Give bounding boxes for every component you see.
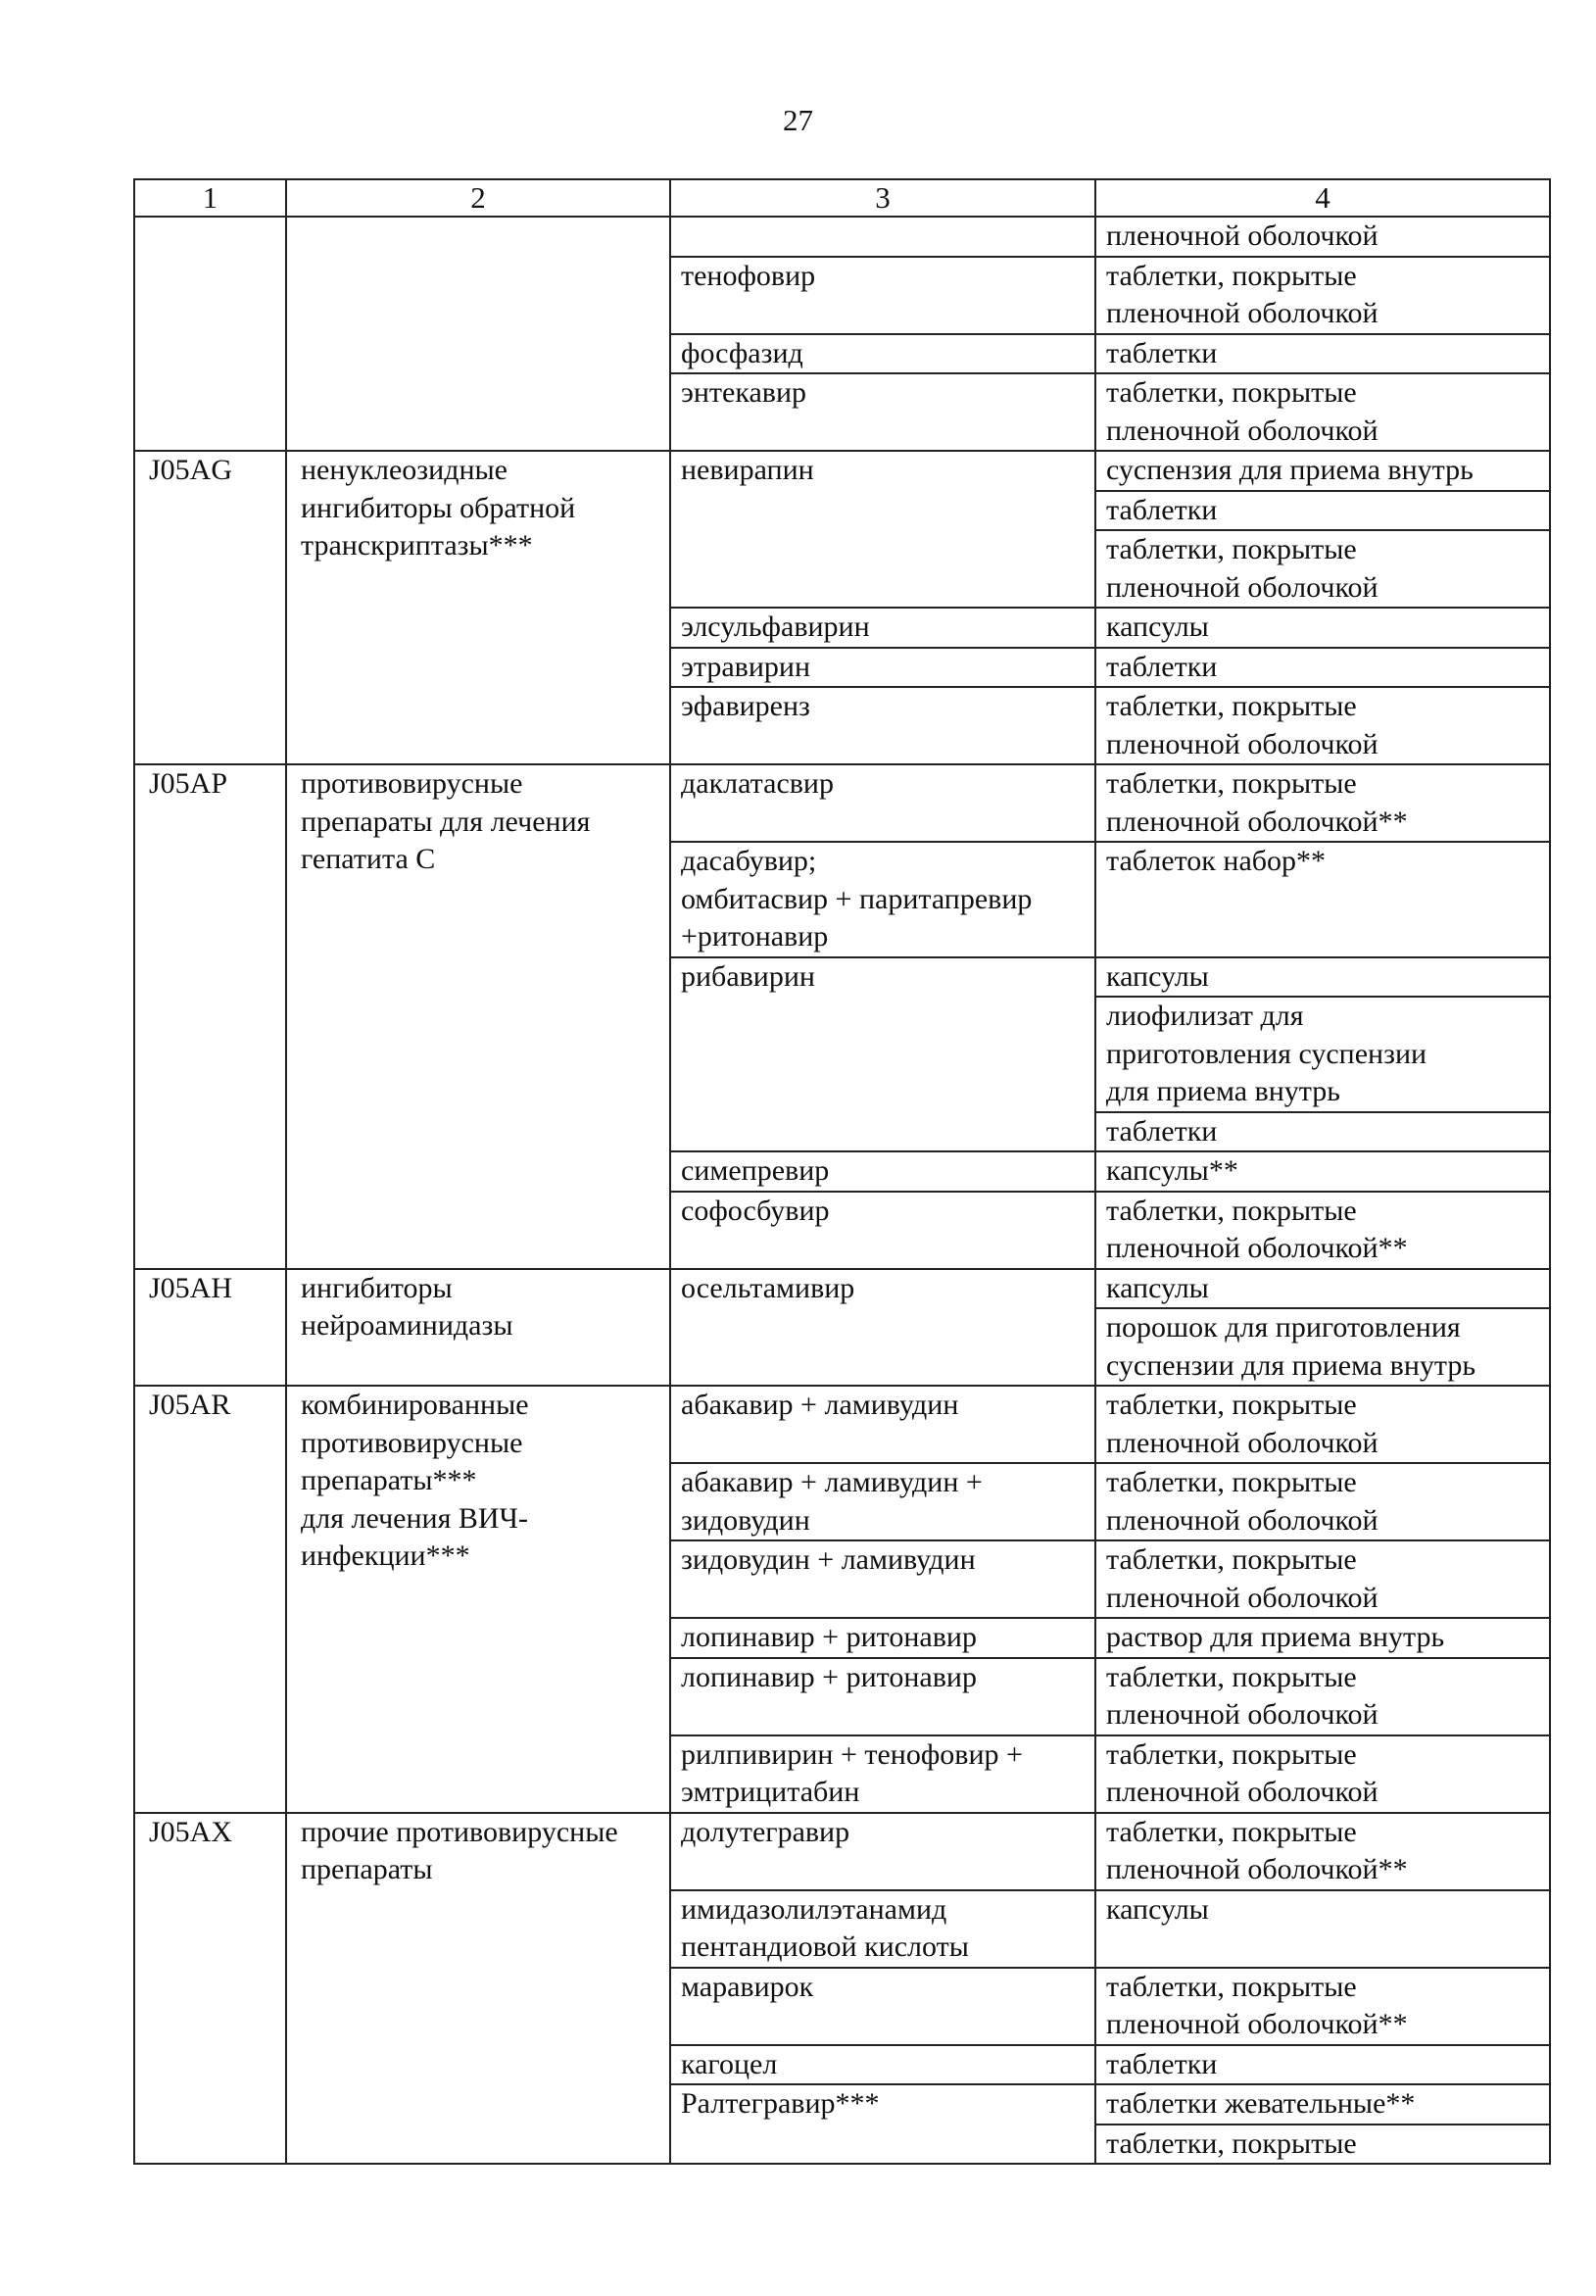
dosage-form-cell: лиофилизат для приготовления суспензии для приема внутрь	[1095, 997, 1550, 1112]
atc-code-cell: J05AR	[134, 1386, 286, 1813]
table-row	[134, 451, 1550, 491]
header-col-1: 1	[134, 179, 286, 217]
group-name-cell: комбинированные противовирусные препараты*** для лечения ВИЧ- инфекции***	[286, 1386, 670, 1813]
group-name-cell: противовирусные препараты для лечения гепатита С	[286, 764, 670, 1269]
dosage-form-cell: таблетки, покрытые пленочной оболочкой	[1095, 257, 1550, 334]
dosage-form-cell: таблетки	[1095, 491, 1550, 531]
drug-name-cell: имидазолилэтанамид пентандиовой кислоты	[670, 1890, 1095, 1968]
dosage-form-cell: таблетки, покрытые пленочной оболочкой	[1095, 1735, 1550, 1813]
drug-name-cell: рилпивирин + тенофовир + эмтрицитабин	[670, 1735, 1095, 1813]
drug-name-cell: абакавир + ламивудин + зидовудин	[670, 1463, 1095, 1540]
drug-name-cell: фосфазид	[670, 334, 1095, 374]
dosage-form-cell: капсулы	[1095, 957, 1550, 998]
drug-name-cell: рибавирин	[670, 957, 1095, 1152]
dosage-form-cell: таблетки, покрытые пленочной оболочкой	[1095, 1463, 1550, 1540]
dosage-form-cell: раствор для приема внутрь	[1095, 1618, 1550, 1658]
dosage-form-cell: таблетки	[1095, 648, 1550, 688]
dosage-form-cell: таблетки, покрытые пленочной оболочкой**	[1095, 764, 1550, 842]
dosage-form-cell: таблетки, покрытые пленочной оболочкой**	[1095, 1192, 1550, 1269]
dosage-form-cell: таблетки, покрытые пленочной оболочкой	[1095, 530, 1550, 608]
dosage-form-cell: капсулы	[1095, 1269, 1550, 1309]
group-name-cell: прочие противовирусные препараты	[286, 1813, 670, 2165]
drug-name-cell: лопинавир + ритонавир	[670, 1658, 1095, 1735]
dosage-form-cell: таблетки	[1095, 2045, 1550, 2085]
atc-code-cell: J05AH	[134, 1269, 286, 1387]
drug-name-cell: маравирок	[670, 1968, 1095, 2045]
header-col-3: 3	[670, 179, 1095, 217]
dosage-form-cell: таблетки, покрытые пленочной оболочкой**	[1095, 1968, 1550, 2045]
atc-code-cell: J05AP	[134, 764, 286, 1269]
drug-name-cell: осельтамивир	[670, 1269, 1095, 1387]
dosage-form-cell: капсулы	[1095, 608, 1550, 648]
table-row	[134, 764, 1550, 842]
dosage-form-cell: суспензия для приема внутрь	[1095, 451, 1550, 491]
table-row	[134, 217, 1550, 257]
table-row	[134, 1813, 1550, 1890]
page-number: 27	[783, 103, 813, 137]
drug-name-cell: лопинавир + ритонавир	[670, 1618, 1095, 1658]
dosage-form-cell: порошок для приготовления суспензии для приема внутрь	[1095, 1308, 1550, 1386]
drug-name-cell: софосбувир	[670, 1192, 1095, 1269]
drug-name-cell: невирапин	[670, 451, 1095, 608]
drug-name-cell: этравирин	[670, 648, 1095, 688]
table-row	[134, 1269, 1550, 1309]
drug-table	[133, 178, 1551, 2165]
drug-name-cell: тенофовир	[670, 257, 1095, 334]
dosage-form-cell: таблетки, покрытые пленочной оболочкой	[1095, 373, 1550, 451]
dosage-form-cell: таблетки	[1095, 1112, 1550, 1152]
group-name-cell	[286, 217, 670, 451]
group-name-cell: ингибиторы нейроаминидазы	[286, 1269, 670, 1387]
dosage-form-cell: таблетки	[1095, 334, 1550, 374]
drug-name-cell: симепревир	[670, 1151, 1095, 1192]
atc-code-cell: J05AX	[134, 1813, 286, 2165]
drug-name-cell: энтекавир	[670, 373, 1095, 451]
dosage-form-cell: пленочной оболочкой	[1095, 217, 1550, 257]
group-name-cell: ненуклеозидные ингибиторы обратной транскриптазы***	[286, 451, 670, 764]
dosage-form-cell: капсулы	[1095, 1890, 1550, 1968]
drug-name-cell: кагоцел	[670, 2045, 1095, 2085]
header-col-4: 4	[1095, 179, 1550, 217]
atc-code-cell: J05AG	[134, 451, 286, 764]
drug-name-cell: Ралтегравир***	[670, 2084, 1095, 2164]
dosage-form-cell: таблетки, покрытые пленочной оболочкой	[1095, 687, 1550, 764]
drug-name-cell: даклатасвир	[670, 764, 1095, 842]
dosage-form-cell: таблетки, покрытые пленочной оболочкой	[1095, 1540, 1550, 1618]
dosage-form-cell: таблетки жевательные**	[1095, 2084, 1550, 2125]
header-row	[134, 179, 1550, 217]
drug-name-cell: абакавир + ламивудин	[670, 1386, 1095, 1463]
drug-name-cell: эфавиренз	[670, 687, 1095, 764]
drug-name-cell	[670, 217, 1095, 257]
atc-code-cell	[134, 217, 286, 451]
table-row	[134, 1386, 1550, 1463]
drug-name-cell: элсульфавирин	[670, 608, 1095, 648]
drug-table-body	[134, 179, 1550, 2164]
dosage-form-cell: таблеток набор**	[1095, 842, 1550, 957]
dosage-form-cell: таблетки, покрытые пленочной оболочкой**	[1095, 1813, 1550, 1890]
dosage-form-cell: таблетки, покрытые пленочной оболочкой	[1095, 1386, 1550, 1463]
header-col-2: 2	[286, 179, 670, 217]
drug-name-cell: зидовудин + ламивудин	[670, 1540, 1095, 1618]
dosage-form-cell: таблетки, покрытые пленочной оболочкой	[1095, 1658, 1550, 1735]
drug-name-cell: дасабувир; омбитасвир + паритапревир +ритонавир	[670, 842, 1095, 957]
drug-name-cell: долутегравир	[670, 1813, 1095, 1890]
dosage-form-cell: капсулы**	[1095, 1151, 1550, 1192]
dosage-form-cell: таблетки, покрытые	[1095, 2125, 1550, 2165]
